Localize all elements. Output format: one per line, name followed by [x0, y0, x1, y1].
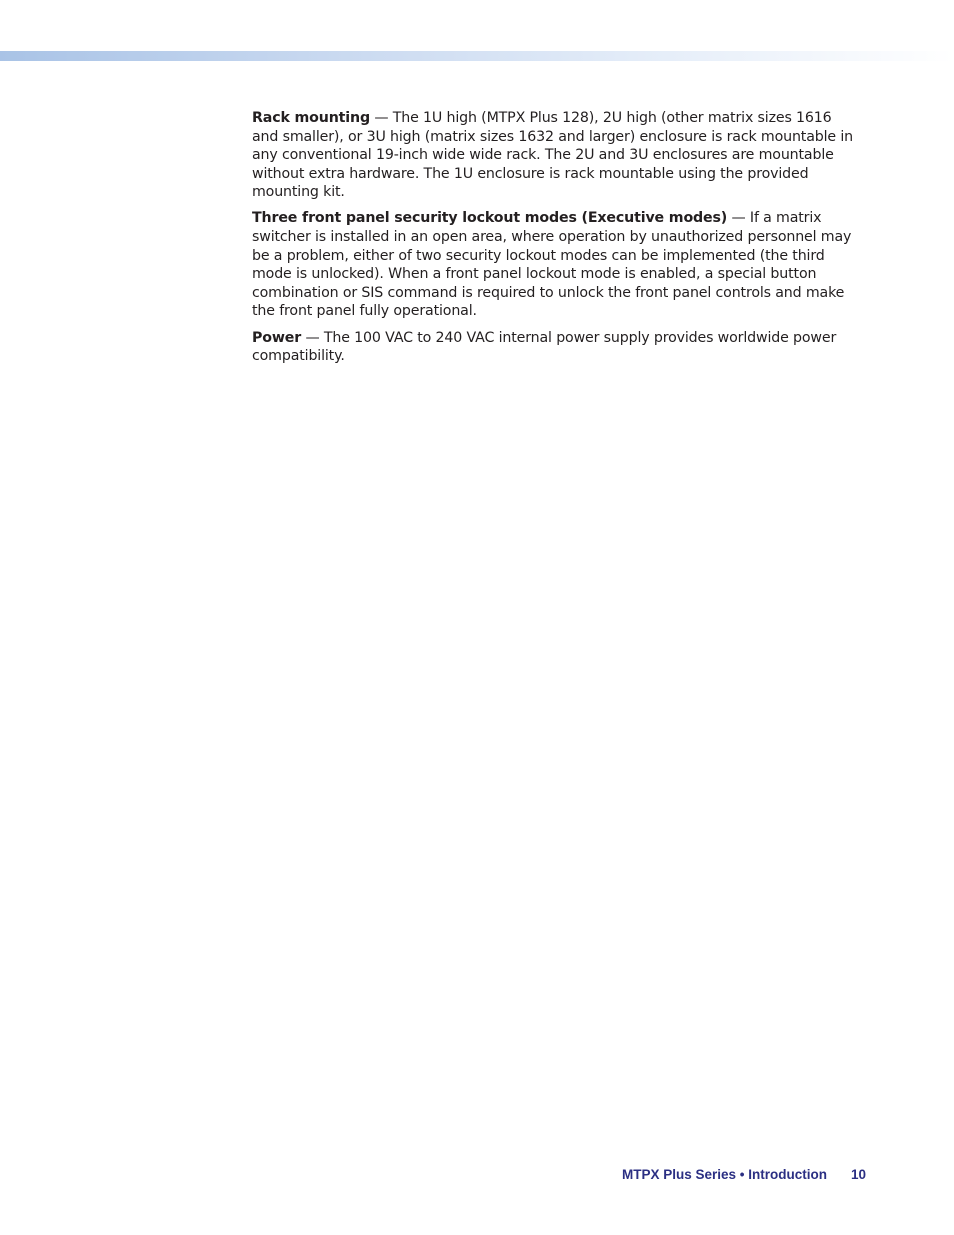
feature-description: — If a matrix switcher is installed in an open area, where operation by unauthorized personnel may be a problem, either of two security lockout modes can be implemented (the third mode is unlocked). When a front panel lockout mode is enabled, a special button combination or SIS command is required to unlock the front panel controls and make the front panel fully operational.: [252, 210, 852, 320]
feature-description: — The 100 VAC to 240 VAC internal power supply provides worldwide power compatibility.: [252, 329, 837, 365]
page-body: [252, 109, 856, 373]
page-footer: [622, 1167, 866, 1182]
feature-description: — The 1U high (MTPX Plus 128), 2U high (other matrix sizes 1616 and smaller), or 3U high (matrix sizes 1632 and larger) enclosure is rack mountable in any conventional 19-inch wide wide rack. The 2U and 3U enclosures are mountable without extra hardware. The 1U enclosure is rack mountable using the provided mounting kit.: [252, 110, 853, 201]
feature-term: Power: [252, 329, 302, 346]
page-number: 10: [850, 1167, 866, 1182]
footer-section-title: MTPX Plus Series • Introduction: [621, 1167, 827, 1182]
feature-rack-mounting: [252, 109, 856, 202]
feature-term: Rack mounting: [252, 110, 370, 126]
header-gradient-bar: [0, 51, 954, 61]
feature-power: [252, 329, 856, 366]
feature-term: Three front panel security lockout modes (Executive modes): [252, 210, 728, 227]
feature-security-lockout: [252, 209, 856, 321]
